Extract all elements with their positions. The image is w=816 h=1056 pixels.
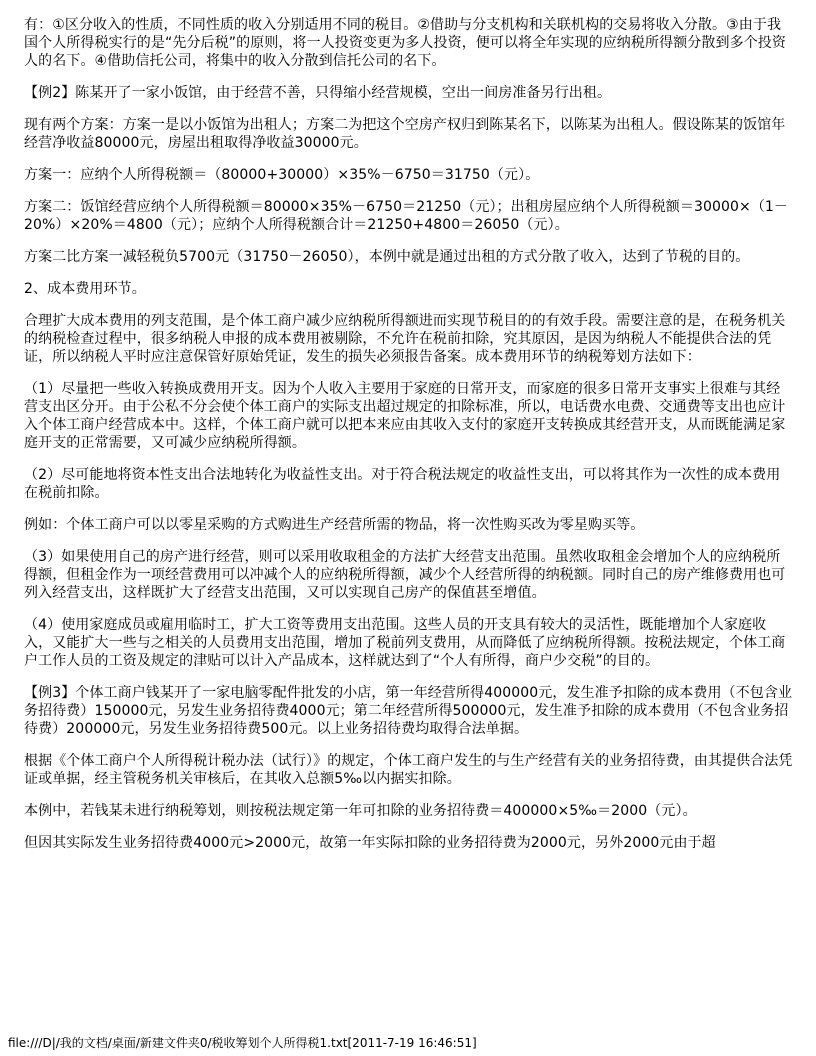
file-path-footer: file:///D|/我的文档/桌面/新建文件夹0/税收筹划个人所得税1.txt[2011-7-19 16:46:51] xyxy=(8,1036,477,1050)
paragraph-plan-two: 方案二：饭馆经营应纳个人所得税额＝80000×35%－6750＝21250（元）；出租房屋应纳个人所得税额＝30000×（1－20%）×20%＝4800（元）；应纳个人所得税额合计＝21250+4800＝26050（元）。 xyxy=(24,199,789,233)
paragraph-continuation: 但因其实际发生业务招待费4000元>2000元，故第一年实际扣除的业务招待费为2000元，另外2000元由于超 xyxy=(24,835,716,851)
paragraph-two-plans: 现有两个方案：方案一是以小饭馆为出租人；方案二为把这个空房产权归到陈某名下，以陈某为出租人。假设陈某的饭馆年经营净收益80000元，房屋出租取得净收益30000元。 xyxy=(24,117,786,151)
paragraph-income-dispersion: 有：①区分收入的性质，不同性质的收入分别适用不同的税目。②借助与分支机构和关联机构的交易将收入分散。③由于我国个人所得税实行的是“先分后税”的原则，将一人投资变更为多人投资，便可以将全年实现的应纳税所得额分散到多个投资人的名下。④借助信托公司，将集中的收入分散到信托公司的名下。 xyxy=(24,17,787,69)
section-heading-cost: 2、成本费用环节。 xyxy=(24,281,146,297)
paragraph-plan-one: 方案一：应纳个人所得税额＝（80000+30000）×35%－6750＝31750（元）。 xyxy=(24,167,540,183)
paragraph-method-2: （2）尽可能地将资本性支出合法地转化为收益性支出。对于符合税法规定的收益性支出，可以将其作为一次性的成本费用在税前扣除。 xyxy=(24,467,781,501)
paragraph-example-3: 【例3】个体工商户钱某开了一家电脑零配件批发的小店，第一年经营所得400000元，发生准予扣除的成本费用（不包含业务招待费）150000元，另发生业务招待费4000元；第二年经营所得500000元，发生准予扣除的成本费用（不包含业务招待费）200000元，另发生业务招待费500元。以上业务招待费均取得合法单据。 xyxy=(24,685,793,737)
document-body xyxy=(24,16,794,866)
paragraph-method-3: （3）如果使用自己的房产进行经营，则可以采用收取租金的方法扩大经营支出范围。虽然收取租金会增加个人的应纳税所得额，但租金作为一项经营费用可以冲减个人的应纳税所得额，减少个人经营所得的纳税额。同时自己的房产维修费用也可列入经营支出，这样既扩大了经营支出范围，又可以实现自己房产的保值甚至增值。 xyxy=(24,549,786,601)
paragraph-method-1: （1）尽量把一些收入转换成费用开支。因为个人收入主要用于家庭的日常开支，而家庭的很多日常开支事实上很难与其经营支出区分开。由于公私不分会使个体工商户的实际支出超过规定的扣除标准，所以，电话费水电费、交通费等支出也应计入个体工商户经营成本中。这样，个体工商户就可以把本来应由其收入支付的家庭开支转换成其经营开支，从而既能满足家庭开支的正常需要，又可减少应纳税所得额。 xyxy=(24,381,786,451)
paragraph-method-4: （4）使用家庭成员或雇用临时工，扩大工资等费用支出范围。这些人员的开支具有较大的灵活性，既能增加个人家庭收入，又能扩大一些与之相关的人员费用支出范围，增加了税前列支费用，从而降低了应纳税所得额。按税法规定，个体工商户工作人员的工资及规定的津贴可以计入产品成本，这样就达到了“个人有所得，商户少交税”的目的。 xyxy=(24,617,786,669)
paragraph-calculation: 本例中，若钱某未进行纳税筹划，则按税法规定第一年可扣除的业务招待费＝400000×5‰＝2000（元）。 xyxy=(24,803,697,819)
paragraph-regulation: 根据《个体工商户个人所得税计税办法（试行）》的规定，个体工商户发生的与生产经营有关的业务招待费，由其提供合法凭证或单据，经主管税务机关审核后，在其收入总额5‰以内据实扣除。 xyxy=(24,753,793,787)
paragraph-example-2: 【例2】陈某开了一家小饭馆，由于经营不善，只得缩小经营规模，空出一间房准备另行出租。 xyxy=(24,85,612,101)
paragraph-cost-intro: 合理扩大成本费用的列支范围，是个体工商户减少应纳税所得额进而实现节税目的的有效手段。需要注意的是，在税务机关的纳税检查过程中，很多纳税人申报的成本费用被剔除，不允许在税前扣除，究其原因，是因为纳税人不能提供合法的凭证，所以纳税人平时应注意保管好原始凭证，发生的损失必须报告备案。成本费用环节的纳税筹划方法如下： xyxy=(24,313,786,365)
paragraph-plan-comparison: 方案二比方案一减轻税负5700元（31750－26050），本例中就是通过出租的方式分散了收入，达到了节税的目的。 xyxy=(24,249,750,265)
paragraph-example-retail: 例如：个体工商户可以以零星采购的方式购进生产经营所需的物品，将一次性购买改为零星购买等。 xyxy=(24,517,645,533)
